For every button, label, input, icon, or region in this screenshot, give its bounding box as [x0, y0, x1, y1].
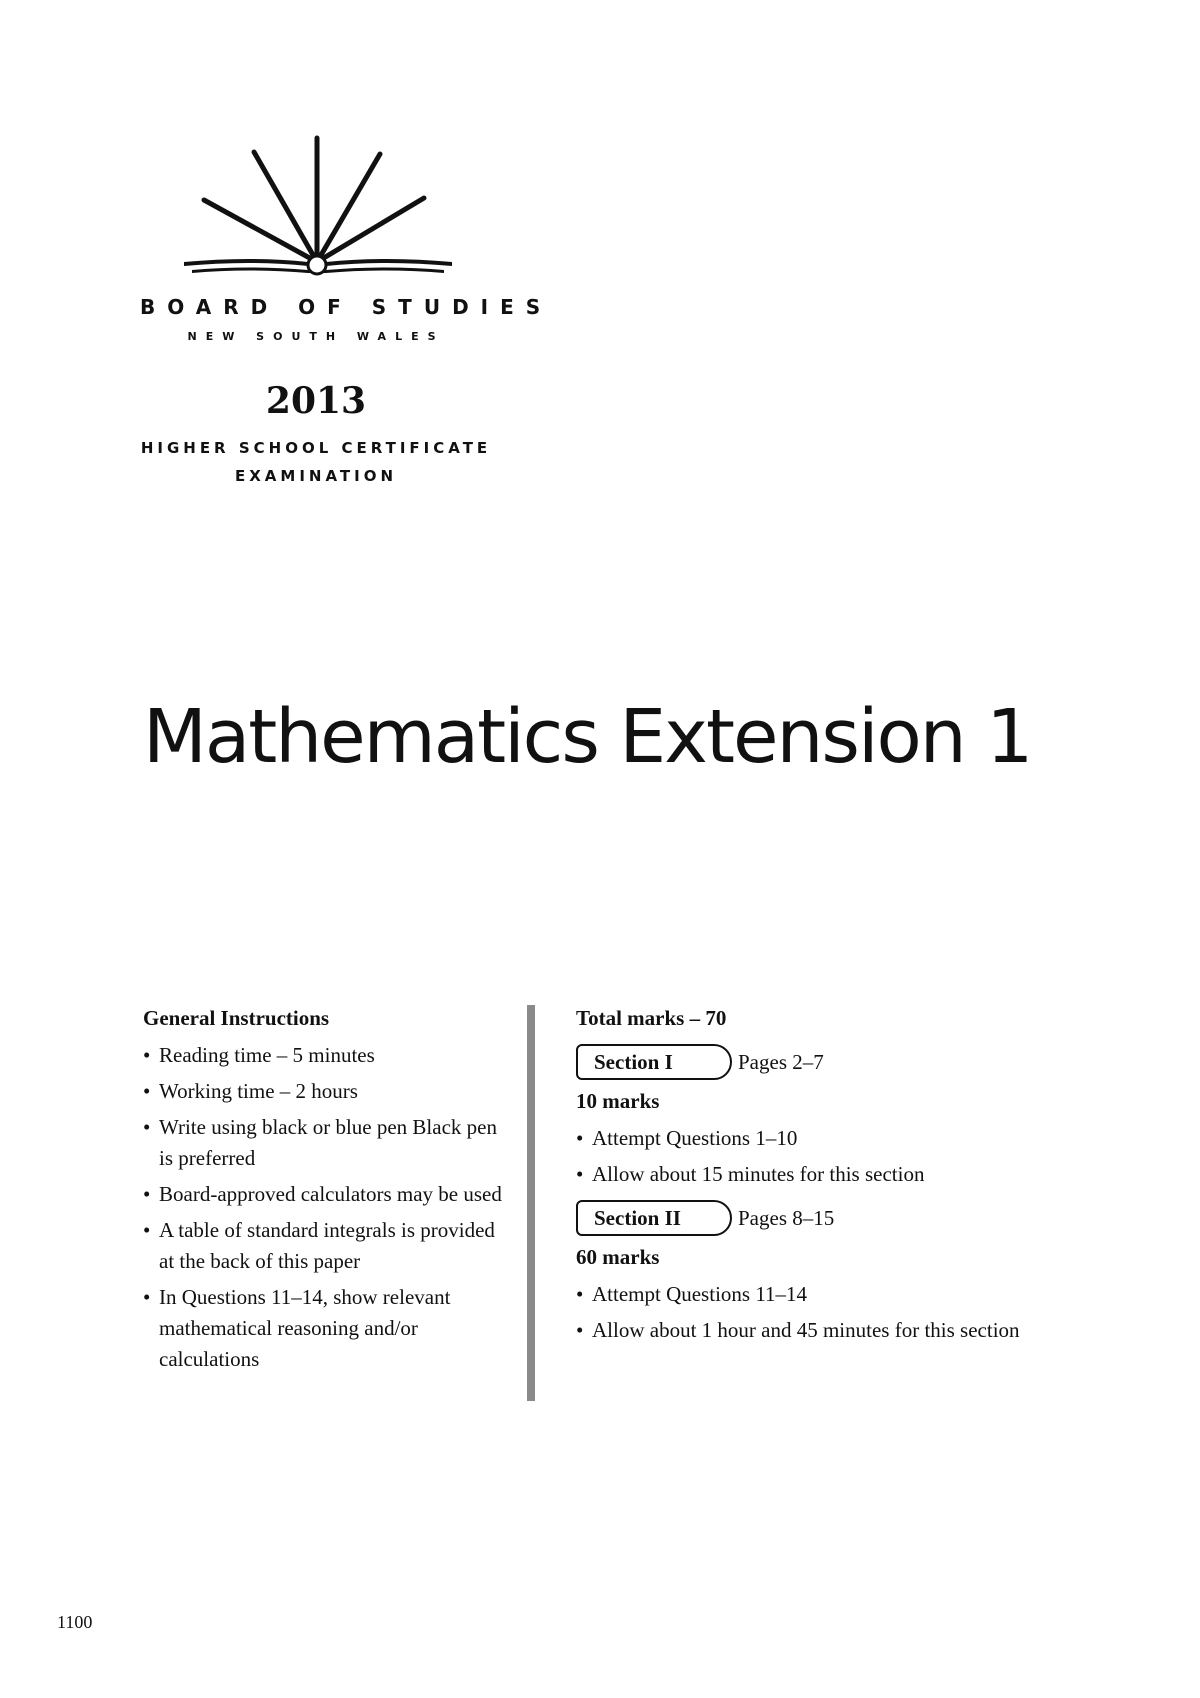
list-item: • A table of standard integrals is provided at the back of this paper: [143, 1215, 513, 1277]
sunburst-book-logo: [180, 134, 456, 284]
section-2-pages: Pages 8–15: [738, 1205, 835, 1230]
organisation-name: BOARD OF STUDIES: [140, 295, 553, 319]
instructions-heading: General Instructions: [143, 1006, 330, 1030]
bullet-icon: •: [143, 1043, 151, 1067]
bullet-icon: •: [576, 1282, 584, 1306]
section-2-header: [576, 1200, 1136, 1236]
list-item: • Working time – 2 hours: [143, 1076, 513, 1107]
general-instructions: [143, 1003, 513, 1380]
section-2-marks: 60 marks: [576, 1245, 660, 1269]
document-code: 1100: [57, 1612, 93, 1632]
section-1-marks: 10 marks: [576, 1089, 660, 1113]
bullet-icon: •: [143, 1218, 151, 1242]
section-1-tab: Section I: [576, 1044, 732, 1080]
list-item: • Attempt Questions 1–10: [576, 1123, 1136, 1154]
bullet-icon: •: [576, 1126, 584, 1150]
organisation-state: NEW SOUTH WALES: [187, 330, 445, 343]
subject-title: Mathematics Extension 1: [143, 694, 1032, 780]
instructions-list: [143, 1040, 513, 1375]
list-item: • Reading time – 5 minutes: [143, 1040, 513, 1071]
list-item: • Attempt Questions 11–14: [576, 1279, 1136, 1310]
list-item: • Board-approved calculators may be used: [143, 1179, 513, 1210]
list-item: • Allow about 1 hour and 45 minutes for this section: [576, 1315, 1136, 1346]
list-item: • Allow about 15 minutes for this section: [576, 1159, 1136, 1190]
bullet-icon: •: [143, 1115, 151, 1139]
section-1-list: [576, 1123, 1136, 1190]
bullet-icon: •: [576, 1162, 584, 1186]
bullet-icon: •: [143, 1182, 151, 1206]
list-item: • Write using black or blue pen Black pen is preferred: [143, 1112, 513, 1174]
section-1-header: [576, 1044, 1136, 1080]
section-2-tab: Section II: [576, 1200, 732, 1236]
section-2-list: [576, 1279, 1136, 1346]
bullet-icon: •: [143, 1079, 151, 1103]
list-item: • In Questions 11–14, show relevant mathematical reasoning and/or calculations: [143, 1282, 513, 1375]
exam-year: 2013: [265, 380, 367, 422]
exam-name-line-2: EXAMINATION: [234, 467, 398, 485]
section-1-pages: Pages 2–7: [738, 1049, 824, 1074]
exam-name-line-1: HIGHER SCHOOL CERTIFICATE: [140, 439, 492, 457]
bullet-icon: •: [143, 1285, 151, 1309]
exam-name: [140, 434, 492, 490]
bullet-icon: •: [576, 1318, 584, 1342]
column-divider: [527, 1005, 535, 1401]
total-marks: Total marks – 70: [576, 1006, 727, 1030]
marks-summary: [576, 1003, 1136, 1351]
